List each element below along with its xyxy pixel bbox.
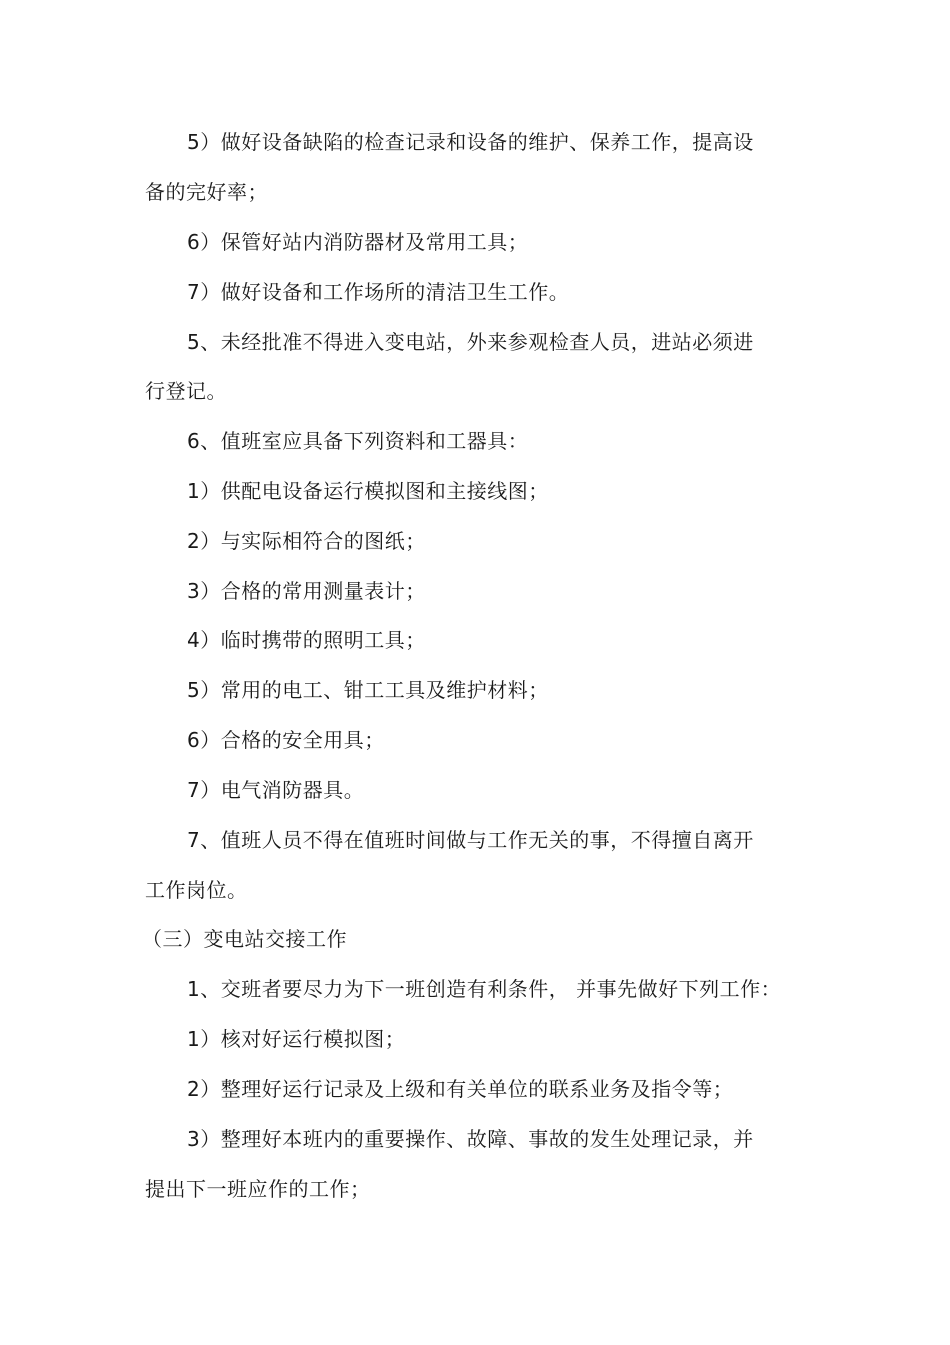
paragraph-line: 7、值班人员不得在值班时间做与工作无关的事，不得擅自离开 bbox=[187, 828, 754, 852]
paragraph-line: 7）做好设备和工作场所的清洁卫生工作。 bbox=[187, 280, 570, 304]
paragraph-line: 5）常用的电工、钳工工具及维护材料； bbox=[187, 678, 549, 702]
paragraph-line: 1）核对好运行模拟图； bbox=[187, 1027, 406, 1051]
paragraph-line: 提出下一班应作的工作； bbox=[145, 1177, 371, 1201]
paragraph-line: 5、未经批准不得进入变电站，外来参观检查人员，进站必须进 bbox=[187, 330, 754, 354]
paragraph-line: 5）做好设备缺陷的检查记录和设备的维护、保养工作，提高设 bbox=[187, 130, 754, 154]
paragraph-line: 1、交班者要尽力为下一班创造有利条件， 并事先做好下列工作： bbox=[187, 977, 782, 1001]
paragraph-line: 3）合格的常用测量表计； bbox=[187, 579, 426, 603]
paragraph-line: 6、值班室应具备下列资料和工器具： bbox=[187, 429, 529, 453]
section-heading: （三）变电站交接工作 bbox=[142, 927, 347, 951]
paragraph-line: 工作岗位。 bbox=[145, 878, 248, 902]
paragraph-line: 行登记。 bbox=[145, 379, 227, 403]
paragraph-line: 2）与实际相符合的图纸； bbox=[187, 529, 426, 553]
paragraph-line: 2）整理好运行记录及上级和有关单位的联系业务及指令等； bbox=[187, 1077, 734, 1101]
paragraph-line: 4）临时携带的照明工具； bbox=[187, 628, 426, 652]
paragraph-line: 7）电气消防器具。 bbox=[187, 778, 365, 802]
paragraph-line: 1）供配电设备运行模拟图和主接线图； bbox=[187, 479, 549, 503]
paragraph-line: 备的完好率； bbox=[145, 180, 268, 204]
paragraph-line: 6）合格的安全用具； bbox=[187, 728, 385, 752]
paragraph-line: 6）保管好站内消防器材及常用工具； bbox=[187, 230, 529, 254]
paragraph-line: 3）整理好本班内的重要操作、故障、事故的发生处理记录，并 bbox=[187, 1127, 754, 1151]
